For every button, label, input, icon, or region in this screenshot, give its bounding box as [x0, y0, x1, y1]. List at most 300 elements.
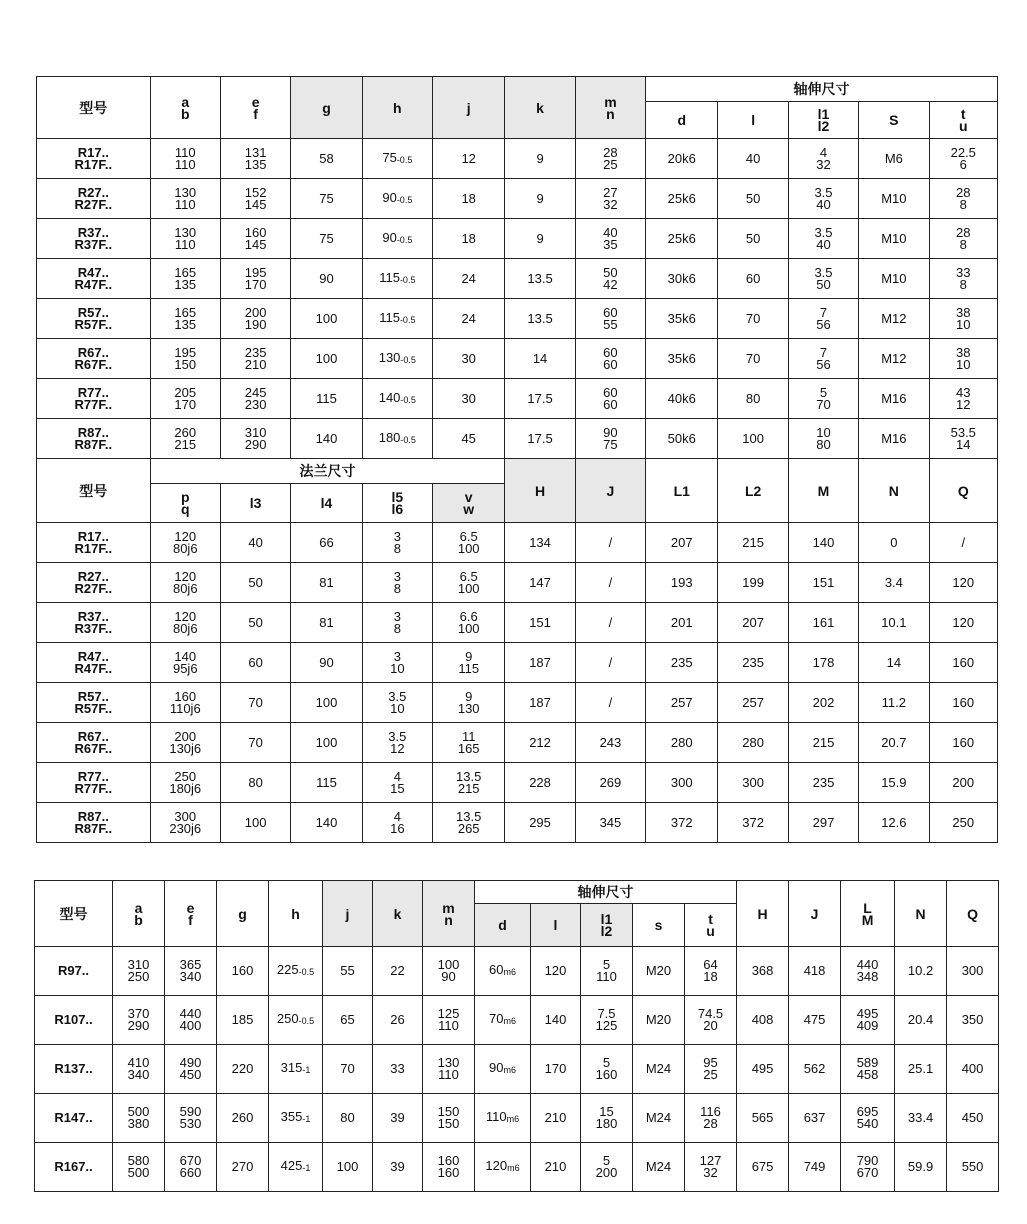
model-cell — [37, 339, 151, 379]
cell-e-f-line-1: 195 — [244, 264, 267, 280]
column-header-l4 — [291, 484, 362, 523]
cell-H: 495 — [737, 1045, 789, 1094]
cell-s: M20 — [633, 996, 685, 1045]
table-row — [37, 523, 998, 563]
model-cell — [37, 139, 151, 179]
cell-t-u-line-1: 22.5 — [950, 144, 976, 160]
model-cell — [37, 523, 151, 563]
cell-g: 220 — [217, 1045, 269, 1094]
cell-L2: 372 — [718, 803, 788, 843]
cell-h-tolerance: -0.5 — [400, 434, 416, 445]
cell-l1-l2-line-1: 15 — [599, 1104, 614, 1119]
cell-m-n-line-1: 27 — [603, 184, 618, 200]
cell-a-b — [150, 419, 220, 459]
cell-d-tolerance: m6 — [506, 1114, 520, 1124]
cell-d: 25k6 — [646, 219, 718, 259]
table-row — [37, 643, 998, 683]
cell-Q: 120 — [929, 563, 997, 603]
cell-J: 562 — [789, 1045, 841, 1094]
model-cell-line-1: R77.. — [77, 384, 109, 400]
cell-L-M-line-2: 670 — [856, 1165, 879, 1180]
cell-L-M-line-2: 348 — [856, 969, 879, 984]
column-header-k — [505, 77, 575, 139]
cell-v-w-line-1: 13.5 — [456, 768, 482, 784]
cell-l1-l2-line-1: 7 — [819, 304, 828, 320]
column-header-S — [859, 102, 929, 139]
cell-l5-l6 — [362, 523, 432, 563]
cell-a-b — [113, 1094, 165, 1143]
cell-h-tolerance: -0.5 — [399, 274, 416, 285]
column-header-t-u — [929, 102, 997, 139]
cell-l1-l2-line-2: 180 — [595, 1116, 618, 1131]
column-header-Q — [929, 459, 997, 523]
cell-v-w-line-1: 6.5 — [459, 528, 478, 544]
cell-t-u — [685, 1143, 737, 1192]
cell-l3: 50 — [220, 603, 290, 643]
cell-g: 270 — [217, 1143, 269, 1192]
cell-m-n-line-2: 25 — [603, 156, 618, 172]
column-header-Q-line-1: Q — [967, 905, 978, 922]
cell-v-w — [433, 603, 505, 643]
table-row — [37, 683, 998, 723]
cell-L2: 215 — [718, 523, 788, 563]
cell-t-u-line-2: 32 — [703, 1165, 718, 1180]
cell-t-u-line-1: 116 — [700, 1104, 721, 1119]
flange-dimensions-header: 法兰尺寸 — [150, 459, 505, 484]
cell-L1: 193 — [646, 563, 718, 603]
column-header-L-M-line-1: L — [863, 899, 872, 916]
cell-d-tolerance: m6 — [503, 967, 516, 977]
cell-p-q-line-2: 80j6 — [172, 540, 198, 556]
cell-l1-l2-line-2: 40 — [816, 236, 831, 252]
table-row — [37, 603, 998, 643]
column-header-l1-l2 — [581, 904, 633, 947]
cell-L-M-line-1: 495 — [856, 1006, 879, 1021]
cell-a-b-line-2: 290 — [127, 1018, 150, 1033]
column-header-j-line-1: j — [345, 905, 350, 922]
cell-h-value: 225 — [276, 962, 299, 977]
cell-l1-l2-line-1: 3.5 — [814, 224, 833, 240]
column-header-s — [633, 904, 685, 947]
column-header-v-w-line-2: w — [463, 501, 475, 517]
cell-h-tolerance: -0.5 — [400, 394, 416, 405]
cell-l1-l2-line-2: 32 — [816, 156, 831, 172]
cell-g: 115 — [291, 379, 362, 419]
cell-h-value: 90 — [382, 189, 397, 205]
cell-p-q-line-1: 160 — [174, 688, 197, 704]
cell-t-u-line-1: 53.5 — [950, 424, 976, 440]
cell-m-n-line-1: 130 — [437, 1055, 460, 1070]
cell-p-q-line-1: 120 — [174, 568, 197, 584]
cell-h-tolerance: -0.5 — [399, 314, 416, 325]
cell-d-value: 120 — [485, 1158, 508, 1173]
cell-a-b — [150, 259, 220, 299]
cell-t-u — [685, 1094, 737, 1143]
cell-l4: 100 — [291, 723, 362, 763]
cell-k: 13.5 — [505, 259, 575, 299]
model-cell-line-1: R37.. — [77, 608, 109, 624]
cell-N: 20.4 — [895, 996, 947, 1045]
cell-L2: 235 — [718, 643, 788, 683]
cell-N: 11.2 — [859, 683, 929, 723]
cell-M: 215 — [788, 723, 858, 763]
column-header-J — [575, 459, 645, 523]
model-cell-line-2: R47F.. — [74, 660, 113, 676]
cell-m-n-line-2: 32 — [603, 196, 618, 212]
cell-a-b-line-1: 580 — [127, 1153, 150, 1168]
cell-m-n-line-2: 110 — [438, 1018, 459, 1033]
cell-l5-l6-line-1: 3 — [393, 528, 401, 544]
cell-v-w-line-1: 9 — [465, 688, 473, 704]
cell-s: M24 — [633, 1143, 685, 1192]
cell-t-u-line-2: 14 — [956, 436, 971, 452]
cell-l1-l2-line-2: 40 — [816, 196, 831, 212]
cell-k: 17.5 — [505, 379, 575, 419]
cell-v-w-line-2: 100 — [457, 580, 480, 596]
cell-h — [362, 179, 432, 219]
model-cell — [37, 219, 151, 259]
column-header-k-line-1: k — [393, 905, 402, 922]
cell-l1-l2-line-2: 70 — [816, 396, 831, 412]
cell-v-w-line-2: 115 — [458, 660, 480, 676]
cell-e-f-line-1: 310 — [244, 424, 267, 440]
cell-l1-l2 — [788, 299, 858, 339]
cell-l: 210 — [531, 1094, 581, 1143]
cell-p-q-line-1: 140 — [174, 648, 197, 664]
model-cell-line-1: R47.. — [77, 648, 109, 664]
cell-l: 70 — [718, 339, 788, 379]
cell-l1-l2-line-2: 160 — [595, 1067, 618, 1082]
column-header-m-n-line-2: n — [606, 105, 615, 122]
cell-p-q-line-2: 110j6 — [169, 700, 201, 716]
cell-J: 749 — [789, 1143, 841, 1192]
model-cell-line-2: R57F.. — [74, 316, 113, 332]
cell-Q: / — [929, 523, 997, 563]
column-header-L1 — [646, 459, 718, 523]
cell-L-M — [841, 1143, 895, 1192]
cell-h-tolerance: -0.5 — [396, 194, 413, 205]
cell-l1-l2 — [788, 379, 858, 419]
cell-t-u — [929, 419, 997, 459]
cell-p-q — [150, 603, 220, 643]
model-cell-line-1: R27.. — [77, 184, 109, 200]
model-cell — [37, 419, 151, 459]
cell-H: 187 — [505, 643, 575, 683]
column-header-l1-l2-line-2: l2 — [817, 118, 830, 134]
cell-L-M — [841, 1094, 895, 1143]
cell-l1-l2-line-1: 10 — [816, 424, 831, 440]
column-header-g — [291, 77, 362, 139]
cell-m-n-line-1: 60 — [603, 344, 618, 360]
model-cell-line-2: R67F.. — [74, 356, 113, 372]
cell-t-u-line-2: 12 — [956, 396, 971, 412]
cell-l4: 115 — [291, 763, 362, 803]
cell-m-n-line-1: 100 — [437, 957, 460, 972]
cell-t-u — [929, 139, 997, 179]
cell-e-f-line-2: 530 — [179, 1116, 202, 1131]
model-cell — [37, 299, 151, 339]
column-header-l5-l6-line-1: l5 — [391, 489, 404, 505]
column-header-h — [362, 77, 432, 139]
cell-e-f-line-2: 145 — [244, 236, 267, 252]
cell-a-b-line-2: 150 — [174, 356, 197, 372]
model-cell-line-2: R17F.. — [74, 540, 113, 556]
cell-L1: 207 — [646, 523, 718, 563]
cell-l1-l2 — [581, 1045, 633, 1094]
cell-h — [269, 1094, 323, 1143]
cell-l5-l6-line-2: 10 — [390, 700, 405, 716]
cell-l5-l6 — [362, 683, 432, 723]
cell-k: 26 — [373, 996, 423, 1045]
cell-d — [475, 1143, 531, 1192]
cell-e-f — [220, 139, 290, 179]
cell-h-value: 140 — [378, 389, 401, 405]
cell-Q: 160 — [929, 683, 997, 723]
cell-J: / — [575, 603, 645, 643]
cell-p-q — [150, 523, 220, 563]
model-header: 型号 — [37, 459, 151, 523]
cell-l5-l6 — [362, 803, 432, 843]
cell-v-w-line-2: 100 — [457, 540, 480, 556]
cell-a-b-line-1: 370 — [127, 1006, 150, 1021]
model-cell-line-2: R87F.. — [74, 436, 113, 452]
cell-d: 30k6 — [646, 259, 718, 299]
cell-g: 100 — [291, 339, 362, 379]
cell-e-f-line-1: 235 — [244, 344, 267, 360]
column-header-H — [737, 881, 789, 947]
column-header-g-line-1: g — [322, 99, 331, 116]
cell-l1-l2 — [581, 1094, 633, 1143]
cell-H: 134 — [505, 523, 575, 563]
column-header-h-line-1: h — [291, 905, 300, 922]
column-header-M-line-1: M — [817, 482, 830, 499]
cell-S: M16 — [859, 419, 929, 459]
cell-M: 235 — [788, 763, 858, 803]
cell-l1-l2 — [788, 179, 858, 219]
cell-m-n-line-2: 55 — [603, 316, 618, 332]
column-header-H-line-1: H — [757, 905, 768, 922]
cell-l1-l2 — [788, 339, 858, 379]
cell-l: 120 — [531, 947, 581, 996]
cell-H: 675 — [737, 1143, 789, 1192]
cell-l: 170 — [531, 1045, 581, 1094]
cell-a-b — [150, 339, 220, 379]
model-cell-line-2: R77F.. — [74, 396, 113, 412]
cell-j: 65 — [323, 996, 373, 1045]
cell-p-q — [150, 683, 220, 723]
column-header-a-b — [150, 77, 220, 139]
cell-d: 35k6 — [646, 339, 718, 379]
cell-p-q-line-2: 80j6 — [172, 620, 198, 636]
cell-a-b-line-2: 215 — [174, 436, 197, 452]
cell-t-u — [685, 1045, 737, 1094]
column-header-e-f-line-1: e — [251, 93, 260, 110]
cell-v-w-line-2: 130 — [457, 700, 480, 716]
column-header-a-b-line-1: a — [181, 93, 190, 110]
cell-H: 408 — [737, 996, 789, 1045]
table1-header-row-1 — [37, 77, 998, 102]
cell-t-u-line-1: 64 — [703, 957, 718, 972]
cell-m-n — [575, 339, 645, 379]
cell-j: 24 — [433, 299, 505, 339]
cell-h — [269, 947, 323, 996]
cell-h-tolerance: -0.5 — [396, 154, 413, 165]
cell-k: 33 — [373, 1045, 423, 1094]
cell-M: 151 — [788, 563, 858, 603]
column-header-d — [475, 904, 531, 947]
cell-l5-l6-line-2: 8 — [393, 540, 401, 556]
cell-h-value: 90 — [382, 229, 397, 245]
cell-j: 100 — [323, 1143, 373, 1192]
column-header-l — [531, 904, 581, 947]
model-cell: R107.. — [35, 996, 113, 1045]
cell-l1-l2 — [581, 1143, 633, 1192]
cell-v-w-line-2: 215 — [457, 780, 480, 796]
cell-g: 75 — [291, 219, 362, 259]
cell-e-f — [220, 419, 290, 459]
cell-J: 269 — [575, 763, 645, 803]
column-header-J — [789, 881, 841, 947]
cell-a-b — [113, 1045, 165, 1094]
table-row — [37, 763, 998, 803]
model-cell-line-2: R27F.. — [74, 580, 113, 596]
table-row — [35, 947, 999, 996]
column-header-N — [895, 881, 947, 947]
cell-J: / — [575, 643, 645, 683]
cell-l5-l6 — [362, 563, 432, 603]
cell-t-u-line-1: 127 — [699, 1153, 722, 1168]
cell-l5-l6-line-1: 4 — [393, 808, 401, 824]
cell-l: 80 — [718, 379, 788, 419]
table-row — [35, 996, 999, 1045]
cell-h-value: 115 — [379, 309, 400, 325]
cell-p-q-line-1: 120 — [174, 528, 197, 544]
table-row — [37, 419, 998, 459]
column-header-p-q-line-2: q — [180, 501, 190, 517]
cell-t-u-line-2: 10 — [956, 316, 971, 332]
column-header-l-line-1: l — [553, 917, 558, 933]
cell-g: 160 — [217, 947, 269, 996]
model-cell: R147.. — [35, 1094, 113, 1143]
cell-t-u-line-1: 38 — [956, 304, 971, 320]
column-header-H-line-1: H — [534, 482, 546, 499]
column-header-l1-l2 — [788, 102, 858, 139]
shaft-dimensions-header: 轴伸尺寸 — [646, 77, 998, 102]
cell-L-M-line-2: 409 — [856, 1018, 879, 1033]
cell-j: 12 — [433, 139, 505, 179]
column-header-m-n — [423, 881, 475, 947]
column-header-Q — [947, 881, 999, 947]
cell-M: 140 — [788, 523, 858, 563]
cell-j: 18 — [433, 179, 505, 219]
cell-l1-l2 — [788, 139, 858, 179]
cell-l1-l2-line-1: 5 — [602, 1153, 611, 1168]
cell-e-f — [165, 1045, 217, 1094]
cell-a-b-line-1: 205 — [174, 384, 197, 400]
column-header-N — [859, 459, 929, 523]
column-header-l — [718, 102, 788, 139]
cell-m-n-line-1: 28 — [603, 144, 618, 160]
cell-h — [362, 339, 432, 379]
cell-e-f-line-1: 160 — [244, 224, 267, 240]
cell-N: 15.9 — [859, 763, 929, 803]
cell-m-n-line-1: 90 — [603, 424, 618, 440]
model-cell-line-1: R87.. — [77, 808, 109, 824]
cell-v-w — [433, 763, 505, 803]
cell-a-b-line-2: 135 — [174, 276, 197, 292]
model-cell-line-1: R37.. — [77, 224, 109, 240]
cell-a-b-line-1: 130 — [174, 184, 197, 200]
column-header-v-w — [433, 484, 505, 523]
cell-N: 20.7 — [859, 723, 929, 763]
cell-h-value: 355 — [280, 1109, 303, 1124]
cell-l1-l2-line-1: 3.5 — [814, 184, 833, 200]
cell-j: 24 — [433, 259, 505, 299]
column-header-t-u-line-1: t — [960, 106, 966, 122]
cell-a-b — [150, 219, 220, 259]
column-header-L2-line-1: L2 — [744, 482, 762, 499]
cell-L2: 300 — [718, 763, 788, 803]
cell-t-u-line-1: 74.5 — [697, 1006, 724, 1021]
cell-k: 17.5 — [505, 419, 575, 459]
cell-t-u-line-2: 20 — [703, 1018, 718, 1033]
column-header-d — [646, 102, 718, 139]
cell-a-b — [113, 947, 165, 996]
cell-e-f — [165, 1094, 217, 1143]
cell-L2: 257 — [718, 683, 788, 723]
cell-g: 260 — [217, 1094, 269, 1143]
model-cell: R97.. — [35, 947, 113, 996]
cell-l1-l2-line-1: 7 — [819, 344, 828, 360]
cell-d-tolerance: m6 — [507, 1163, 520, 1173]
model-cell — [37, 763, 151, 803]
dimension-table-r97-r167 — [34, 880, 999, 1192]
cell-h-tolerance: -1 — [302, 1114, 311, 1124]
cell-t-u — [929, 219, 997, 259]
cell-l: 50 — [718, 179, 788, 219]
cell-h-tolerance: -0.5 — [298, 1016, 315, 1026]
cell-e-f — [165, 947, 217, 996]
cell-N: 3.4 — [859, 563, 929, 603]
cell-p-q-line-1: 120 — [174, 608, 197, 624]
column-header-a-b-line-2: b — [180, 105, 190, 122]
cell-m-n — [423, 1143, 475, 1192]
cell-l: 50 — [718, 219, 788, 259]
cell-l5-l6-line-1: 3.5 — [388, 688, 407, 704]
column-header-h — [269, 881, 323, 947]
cell-M: 202 — [788, 683, 858, 723]
cell-e-f — [165, 1143, 217, 1192]
cell-e-f — [165, 996, 217, 1045]
cell-j: 18 — [433, 219, 505, 259]
cell-h — [362, 379, 432, 419]
model-cell — [37, 259, 151, 299]
cell-d: 20k6 — [646, 139, 718, 179]
cell-e-f — [220, 259, 290, 299]
cell-e-f-line-1: 365 — [179, 957, 202, 972]
model-cell-line-1: R57.. — [77, 304, 109, 320]
cell-J: / — [575, 683, 645, 723]
cell-S: M10 — [859, 179, 929, 219]
model-cell — [37, 683, 151, 723]
cell-L1: 257 — [646, 683, 718, 723]
cell-m-n — [575, 299, 645, 339]
cell-p-q-line-2: 130j6 — [169, 740, 202, 756]
column-header-S-line-1: S — [889, 112, 899, 128]
cell-Q: 550 — [947, 1143, 999, 1192]
cell-d-value: 110 — [485, 1109, 507, 1124]
cell-H: 151 — [505, 603, 575, 643]
